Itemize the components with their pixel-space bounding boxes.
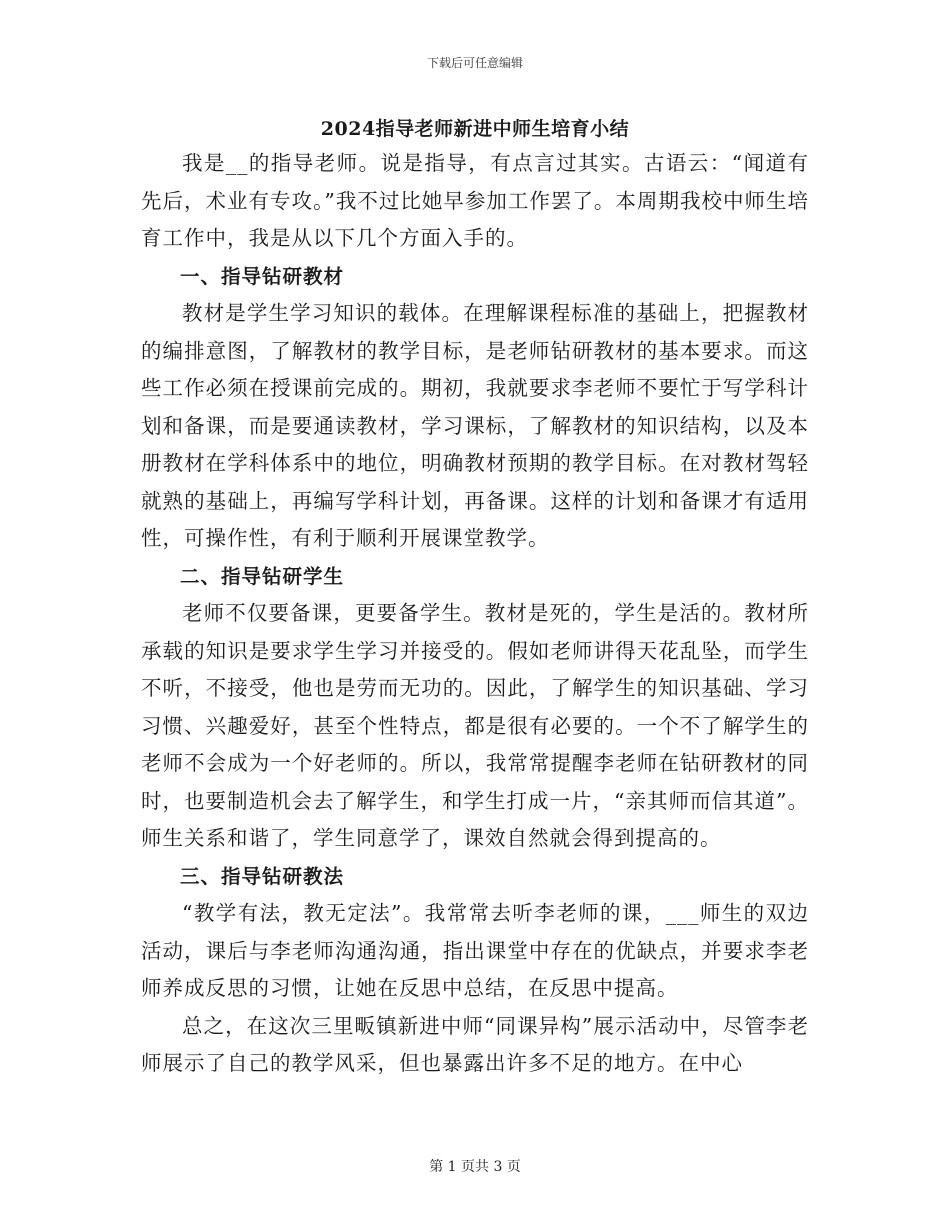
- section-paragraph-1: 教材是学生学习知识的载体。在理解课程标准的基础上，把握教材的编排意图，了解教材的教学目标，是老师钻研教材的基本要求。而这些工作必须在授课前完成的。期初，我就要求李老师不要忙于写学科计划和备课，而是要通读教材，学习课标，了解教材的知识结构，以及本册教材在学科体系中的地位，明确教材预期的教学目标。在对教材驾轻就熟的基础上，再编写学科计划，再备课。这样的计划和备课才有适用性，可操作性，有利于顺利开展课堂教学。: [141, 301, 809, 550]
- section-heading-3: 三、指导钻研教法: [180, 864, 345, 888]
- page-header-note: 下载后可任意编辑: [426, 56, 523, 70]
- document-body: [141, 145, 809, 1083]
- document-title: 2024指导老师新进中师生培育小结: [320, 118, 630, 140]
- section-heading-1: 一、指导钻研教材: [180, 264, 345, 288]
- summary-paragraph: 总之，在这次三里畈镇新进中师“同课异构”展示活动中，尽管李老师展示了自己的教学风采，但也暴露出许多不足的地方。在中心: [141, 1013, 809, 1075]
- page-number: 第 1 页共 3 页: [429, 1159, 521, 1175]
- intro-paragraph: 我是__的指导老师。说是指导，有点言过其实。古语云：“闻道有先后，术业有专攻。”我不过比她早参加工作罢了。本周期我校中师生培育工作中，我是从以下几个方面入手的。: [141, 151, 809, 250]
- section-heading-2: 二、指导钻研学生: [180, 564, 345, 588]
- section-paragraph-2: 老师不仅要备课，更要备学生。教材是死的，学生是活的。教材所承载的知识是要求学生学习并接受的。假如老师讲得天花乱坠，而学生不听，不接受，他也是劳而无功的。因此，了解学生的知识基础、学习习惯、兴趣爱好，甚至个性特点，都是很有必要的。一个不了解学生的老师不会成为一个好老师的。所以，我常常提醒李老师在钻研教材的同时，也要制造机会去了解学生，和学生打成一片，“亲其师而信其道”。师生关系和谐了，学生同意学了，课效自然就会得到提高的。: [141, 601, 809, 850]
- section-paragraph-3: “教学有法，教无定法”。我常常去听李老师的课，___师生的双边活动，课后与李老师沟通沟通，指出课堂中存在的优缺点，并要求李老师养成反思的习惯，让她在反思中总结，在反思中提高。: [141, 901, 809, 1000]
